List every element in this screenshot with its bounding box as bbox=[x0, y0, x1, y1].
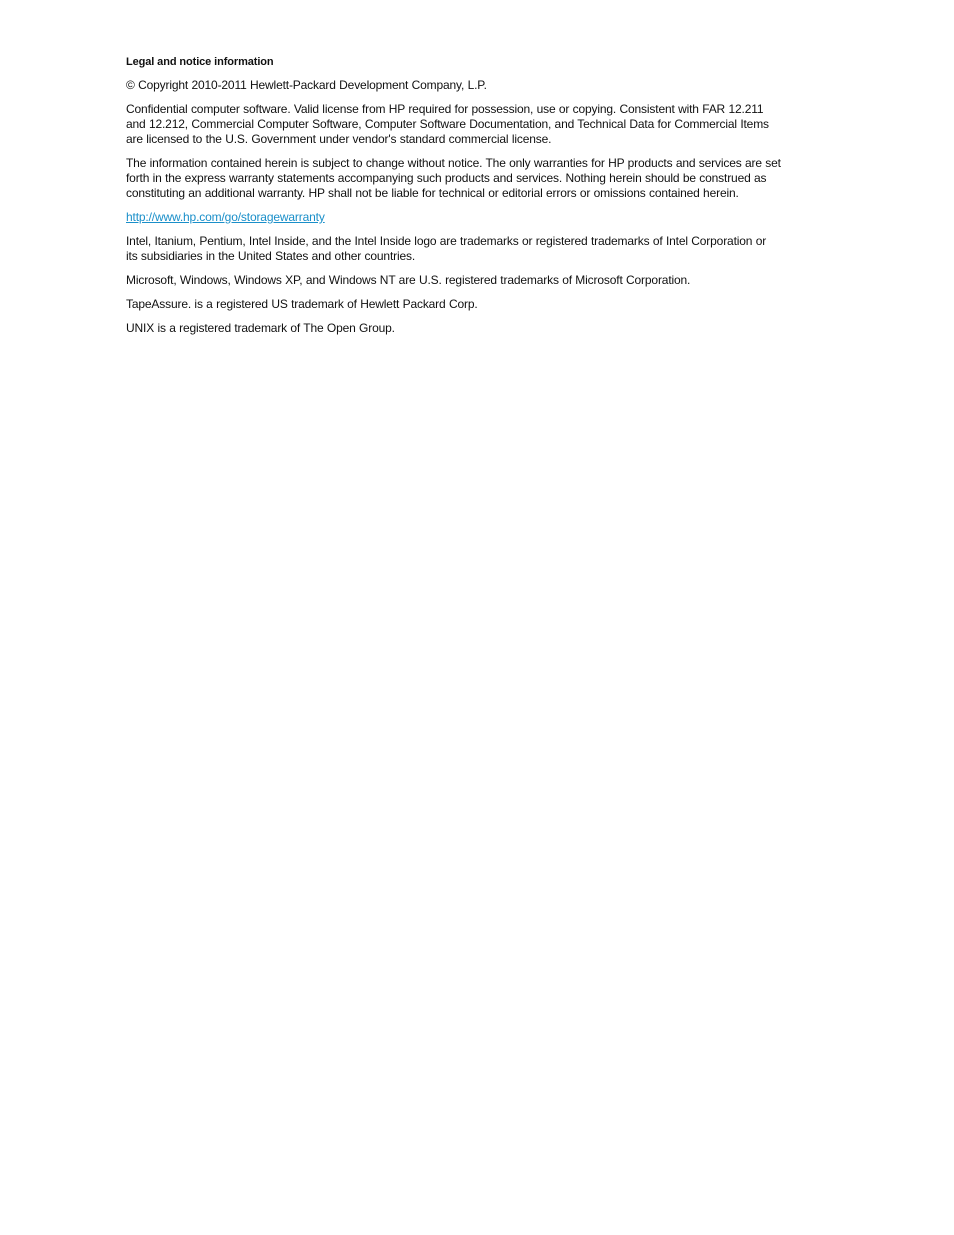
paragraph-line: constituting an additional warranty. HP shall not be liable for technical or editorial errors or omissions contained herein. bbox=[126, 186, 739, 200]
paragraph-line: and 12.212, Commercial Computer Software, Computer Software Documentation, and Technical Data for Commercial Items bbox=[126, 117, 769, 131]
microsoft-trademark-paragraph: Microsoft, Windows, Windows XP, and Windows NT are U.S. registered trademarks of Microsoft Corporation. bbox=[126, 273, 691, 287]
warranty-disclaimer-paragraph bbox=[126, 156, 816, 201]
confidential-software-paragraph bbox=[126, 102, 816, 147]
unix-trademark-paragraph: UNIX is a registered trademark of The Open Group. bbox=[126, 321, 395, 335]
paragraph-line: its subsidiaries in the United States and other countries. bbox=[126, 249, 416, 263]
paragraph-line: forth in the express warranty statements accompanying such products and services. Nothing herein should be construed as bbox=[126, 171, 767, 185]
paragraph-line: The information contained herein is subject to change without notice. The only warranties for HP products and services are set bbox=[126, 156, 781, 170]
paragraph-line: Confidential computer software. Valid license from HP required for possession, use or copying. Consistent with FAR 12.211 bbox=[126, 102, 764, 116]
storage-warranty-link[interactable]: http://www.hp.com/go/storagewarranty bbox=[126, 210, 325, 224]
legal-notice-page bbox=[126, 55, 816, 345]
tapeassure-trademark-paragraph: TapeAssure. is a registered US trademark of Hewlett Packard Corp. bbox=[126, 297, 478, 311]
paragraph-line: are licensed to the U.S. Government under vendor's standard commercial license. bbox=[126, 132, 552, 146]
paragraph-line: Intel, Itanium, Pentium, Intel Inside, and the Intel Inside logo are trademarks or registered trademarks of Intel Corporation or bbox=[126, 234, 767, 248]
section-heading: Legal and notice information bbox=[126, 56, 274, 68]
intel-trademark-paragraph bbox=[126, 234, 816, 264]
copyright-notice: © Copyright 2010-2011 Hewlett-Packard Development Company, L.P. bbox=[126, 78, 487, 92]
warranty-link-paragraph bbox=[126, 210, 816, 225]
